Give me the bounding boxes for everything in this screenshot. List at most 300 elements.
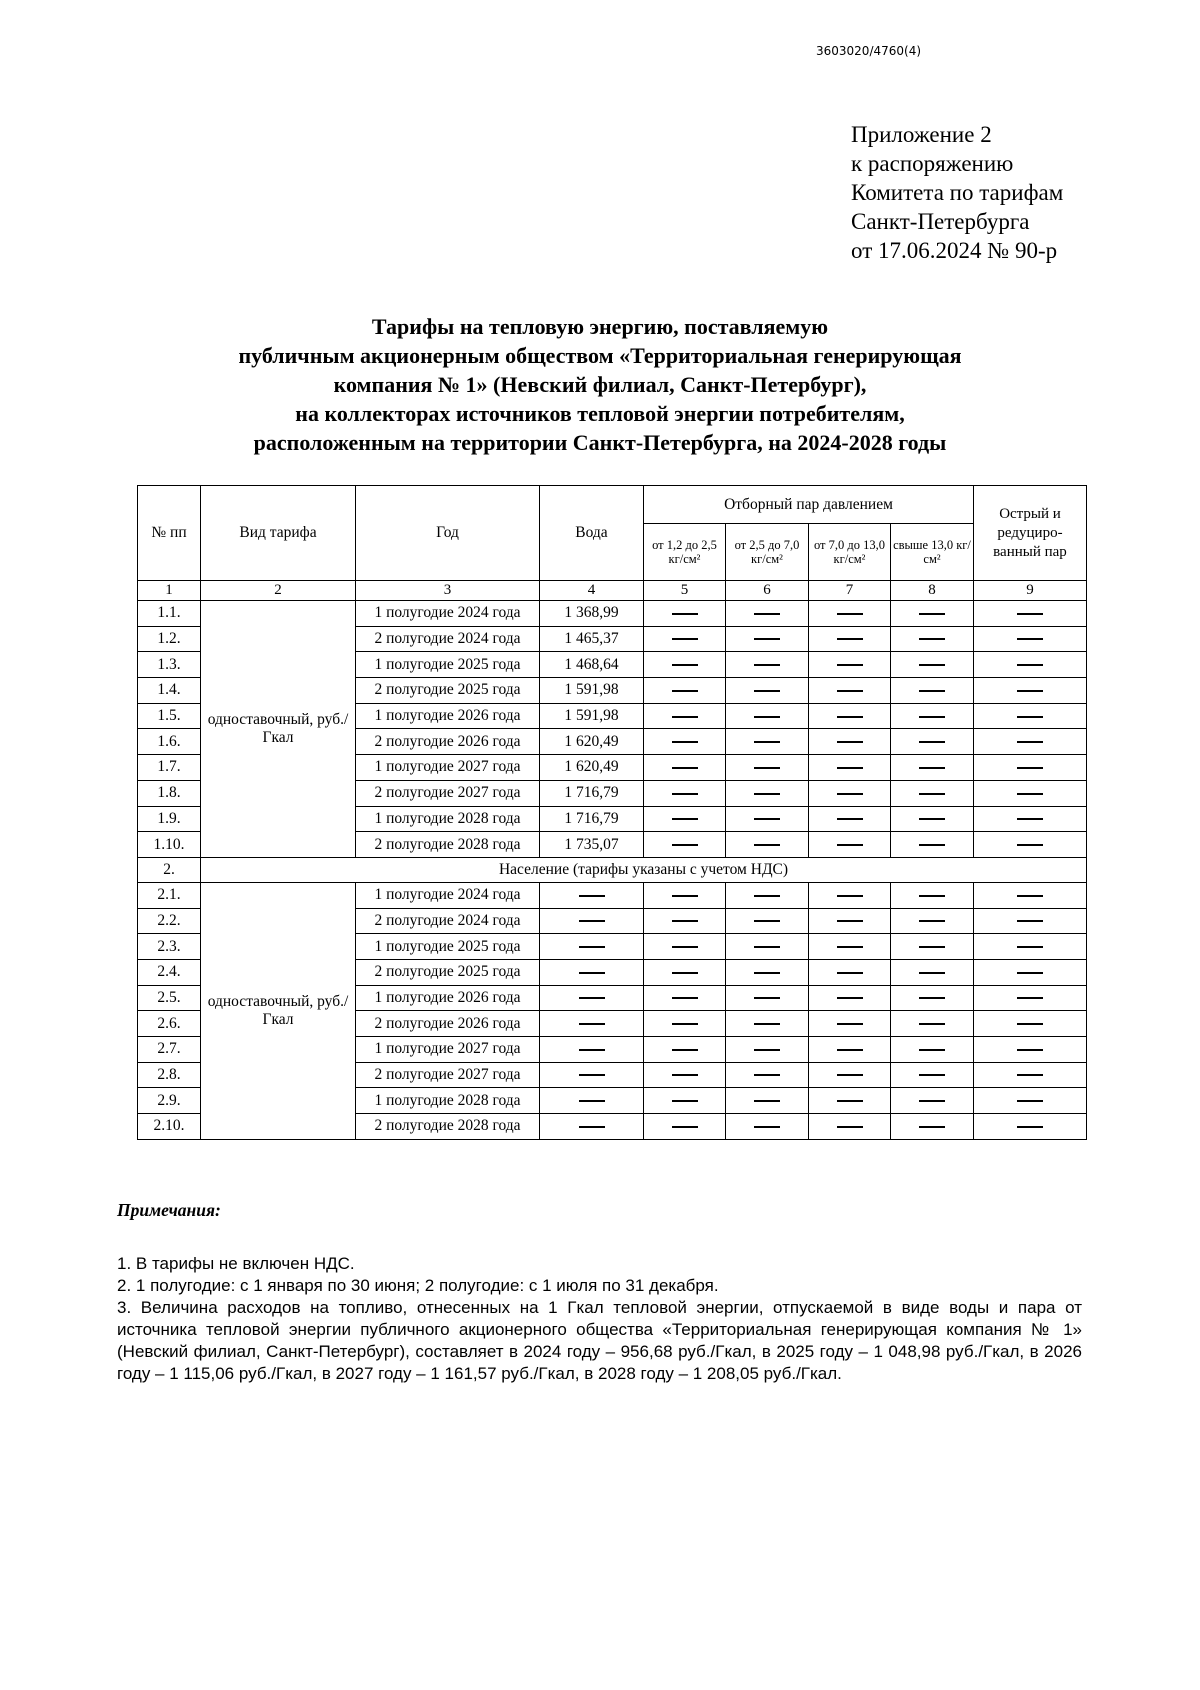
dash-cell bbox=[974, 985, 1087, 1011]
dash-cell bbox=[974, 882, 1087, 908]
dash-cell bbox=[726, 626, 809, 652]
note-item: 1. В тарифы не включен НДС. bbox=[117, 1254, 355, 1273]
dash-mark bbox=[1017, 716, 1043, 718]
dash-mark bbox=[919, 767, 945, 769]
dash-cell bbox=[974, 678, 1087, 704]
dash-cell bbox=[809, 729, 891, 755]
dash-cell bbox=[891, 985, 974, 1011]
dash-cell bbox=[726, 1062, 809, 1088]
dash-mark bbox=[919, 664, 945, 666]
dash-mark bbox=[754, 818, 780, 820]
row-period: 2 полугодие 2027 года bbox=[356, 1062, 540, 1088]
dash-mark bbox=[672, 1126, 698, 1128]
dash-cell bbox=[974, 1088, 1087, 1114]
table-row bbox=[138, 882, 1087, 908]
dash-mark bbox=[1017, 741, 1043, 743]
dash-cell bbox=[644, 601, 726, 627]
dash-cell bbox=[891, 1114, 974, 1140]
dash-mark bbox=[672, 1074, 698, 1076]
dash-cell bbox=[726, 678, 809, 704]
dash-cell bbox=[644, 780, 726, 806]
dash-cell bbox=[891, 1037, 974, 1063]
dash-mark bbox=[672, 767, 698, 769]
row-number: 1.7. bbox=[138, 755, 201, 781]
dash-mark bbox=[672, 1100, 698, 1102]
dash-mark bbox=[837, 793, 863, 795]
row-number: 2.7. bbox=[138, 1037, 201, 1063]
row-period: 1 полугодие 2026 года bbox=[356, 703, 540, 729]
column-number: 6 bbox=[726, 581, 809, 601]
dash-cell bbox=[726, 934, 809, 960]
dash-cell bbox=[726, 652, 809, 678]
dash-cell bbox=[540, 1037, 644, 1063]
dash-cell bbox=[974, 601, 1087, 627]
dash-mark bbox=[837, 638, 863, 640]
dash-cell bbox=[644, 882, 726, 908]
section-label: Население (тарифы указаны с учетом НДС) bbox=[201, 857, 1087, 882]
dash-cell bbox=[726, 703, 809, 729]
title-line: публичным акционерным обществом «Территориальная генерирующая bbox=[238, 343, 962, 368]
dash-cell bbox=[891, 806, 974, 832]
dash-mark bbox=[837, 716, 863, 718]
note-item: 3. Величина расходов на топливо, отнесенных на 1 Гкал тепловой энергии, отпускаемой в виде воды и пара от источника тепловой энергии публичного акционерного общества «Территориальная генерирующая компания № 1» (Невский филиал, Санкт-Петербург), составляет в 2024 году – 956,68 руб./Гкал, в 2025 году – 1 048,98 руб./Гкал, в 2026 году – 1 115,06 руб./Гкал, в 2027 году – 1 161,57 руб./Гкал, в 2028 году – 1 208,05 руб./Гкал. bbox=[117, 1298, 1082, 1383]
dash-mark bbox=[754, 690, 780, 692]
dash-cell bbox=[809, 1114, 891, 1140]
column-number: 1 bbox=[138, 581, 201, 601]
dash-mark bbox=[579, 972, 605, 974]
dash-mark bbox=[919, 972, 945, 974]
dash-cell bbox=[644, 1062, 726, 1088]
dash-mark bbox=[837, 664, 863, 666]
row-number: 2.9. bbox=[138, 1088, 201, 1114]
row-number: 1.1. bbox=[138, 601, 201, 627]
dash-mark bbox=[919, 946, 945, 948]
row-period: 2 полугодие 2028 года bbox=[356, 832, 540, 858]
dash-mark bbox=[1017, 613, 1043, 615]
dash-mark bbox=[837, 613, 863, 615]
water-value: 1 368,99 bbox=[540, 601, 644, 627]
dash-cell bbox=[540, 959, 644, 985]
dash-mark bbox=[1017, 946, 1043, 948]
dash-cell bbox=[809, 626, 891, 652]
water-value: 1 465,37 bbox=[540, 626, 644, 652]
water-value: 1 468,64 bbox=[540, 652, 644, 678]
dash-cell bbox=[726, 806, 809, 832]
dash-cell bbox=[891, 729, 974, 755]
row-period: 2 полугодие 2024 года bbox=[356, 908, 540, 934]
section-number: 2. bbox=[138, 857, 201, 882]
dash-mark bbox=[919, 613, 945, 615]
water-value: 1 591,98 bbox=[540, 678, 644, 704]
dash-cell bbox=[809, 985, 891, 1011]
row-number: 1.5. bbox=[138, 703, 201, 729]
dash-cell bbox=[974, 1037, 1087, 1063]
dash-cell bbox=[644, 959, 726, 985]
dash-mark bbox=[919, 1049, 945, 1051]
title-line: Тарифы на тепловую энергию, поставляемую bbox=[371, 314, 829, 339]
table-row bbox=[138, 601, 1087, 627]
row-period: 2 полугодие 2025 года bbox=[356, 959, 540, 985]
dash-mark bbox=[1017, 818, 1043, 820]
dash-mark bbox=[754, 793, 780, 795]
header-tariff-type: Вид тарифа bbox=[201, 486, 356, 581]
dash-cell bbox=[891, 882, 974, 908]
header-row bbox=[138, 486, 1087, 524]
dash-cell bbox=[891, 601, 974, 627]
dash-mark bbox=[1017, 1023, 1043, 1025]
row-number: 2.2. bbox=[138, 908, 201, 934]
dash-cell bbox=[974, 959, 1087, 985]
column-number: 8 bbox=[891, 581, 974, 601]
appendix-line: к распоряжению bbox=[851, 151, 1014, 176]
column-number: 3 bbox=[356, 581, 540, 601]
header-pressure-2: от 2,5 до 7,0 кг/см² bbox=[726, 524, 809, 581]
dash-cell bbox=[644, 908, 726, 934]
header-pressure-1: от 1,2 до 2,5 кг/см² bbox=[644, 524, 726, 581]
row-period: 1 полугодие 2024 года bbox=[356, 601, 540, 627]
dash-cell bbox=[644, 652, 726, 678]
appendix-line: Санкт-Петербурга bbox=[851, 209, 1030, 234]
row-period: 1 полугодие 2027 года bbox=[356, 755, 540, 781]
dash-cell bbox=[644, 1088, 726, 1114]
dash-cell bbox=[974, 652, 1087, 678]
dash-cell bbox=[644, 934, 726, 960]
dash-cell bbox=[726, 729, 809, 755]
dash-mark bbox=[837, 1023, 863, 1025]
dash-cell bbox=[974, 780, 1087, 806]
dash-cell bbox=[809, 959, 891, 985]
row-period: 2 полугодие 2026 года bbox=[356, 729, 540, 755]
dash-cell bbox=[540, 934, 644, 960]
header-sharp-steam: Острый и редуциро-ванный пар bbox=[974, 486, 1087, 581]
row-number: 2.1. bbox=[138, 882, 201, 908]
dash-cell bbox=[809, 1062, 891, 1088]
dash-mark bbox=[919, 818, 945, 820]
dash-cell bbox=[974, 832, 1087, 858]
row-number: 1.10. bbox=[138, 832, 201, 858]
dash-cell bbox=[891, 959, 974, 985]
dash-mark bbox=[672, 741, 698, 743]
dash-cell bbox=[891, 755, 974, 781]
dash-cell bbox=[891, 626, 974, 652]
dash-mark bbox=[672, 920, 698, 922]
dash-mark bbox=[1017, 664, 1043, 666]
dash-cell bbox=[974, 755, 1087, 781]
row-number: 2.5. bbox=[138, 985, 201, 1011]
dash-cell bbox=[726, 882, 809, 908]
title-line: на коллекторах источников тепловой энергии потребителям, bbox=[295, 401, 905, 426]
dash-mark bbox=[579, 1049, 605, 1051]
dash-mark bbox=[579, 1100, 605, 1102]
row-period: 1 полугодие 2028 года bbox=[356, 806, 540, 832]
dash-mark bbox=[837, 946, 863, 948]
dash-cell bbox=[974, 908, 1087, 934]
dash-cell bbox=[540, 1062, 644, 1088]
dash-cell bbox=[726, 908, 809, 934]
dash-mark bbox=[754, 920, 780, 922]
dash-mark bbox=[1017, 767, 1043, 769]
water-value: 1 735,07 bbox=[540, 832, 644, 858]
dash-cell bbox=[644, 1011, 726, 1037]
dash-mark bbox=[837, 741, 863, 743]
dash-mark bbox=[1017, 1126, 1043, 1128]
dash-mark bbox=[754, 638, 780, 640]
dash-cell bbox=[891, 780, 974, 806]
row-period: 1 полугодие 2025 года bbox=[356, 934, 540, 960]
column-number-row bbox=[138, 581, 1087, 601]
dash-cell bbox=[974, 729, 1087, 755]
document-title bbox=[100, 312, 1100, 457]
dash-mark bbox=[1017, 972, 1043, 974]
dash-mark bbox=[1017, 690, 1043, 692]
dash-mark bbox=[754, 1126, 780, 1128]
dash-cell bbox=[809, 652, 891, 678]
row-number: 2.4. bbox=[138, 959, 201, 985]
dash-mark bbox=[754, 767, 780, 769]
dash-cell bbox=[809, 806, 891, 832]
water-value: 1 591,98 bbox=[540, 703, 644, 729]
dash-cell bbox=[726, 985, 809, 1011]
dash-mark bbox=[579, 1126, 605, 1128]
dash-cell bbox=[891, 832, 974, 858]
row-number: 2.8. bbox=[138, 1062, 201, 1088]
dash-cell bbox=[726, 601, 809, 627]
dash-mark bbox=[754, 1049, 780, 1051]
dash-cell bbox=[809, 1037, 891, 1063]
dash-cell bbox=[726, 832, 809, 858]
dash-mark bbox=[754, 1100, 780, 1102]
dash-cell bbox=[540, 985, 644, 1011]
dash-mark bbox=[754, 844, 780, 846]
column-number: 9 bbox=[974, 581, 1087, 601]
dash-cell bbox=[891, 1011, 974, 1037]
dash-mark bbox=[919, 997, 945, 999]
dash-mark bbox=[1017, 1049, 1043, 1051]
water-value: 1 716,79 bbox=[540, 780, 644, 806]
dash-mark bbox=[672, 716, 698, 718]
dash-cell bbox=[644, 755, 726, 781]
dash-mark bbox=[672, 638, 698, 640]
dash-cell bbox=[644, 703, 726, 729]
dash-mark bbox=[579, 1023, 605, 1025]
notes-title: Примечания: bbox=[117, 1200, 221, 1220]
column-number: 4 bbox=[540, 581, 644, 601]
dash-mark bbox=[754, 664, 780, 666]
dash-mark bbox=[837, 1100, 863, 1102]
dash-mark bbox=[579, 895, 605, 897]
dash-cell bbox=[726, 959, 809, 985]
appendix-header bbox=[851, 120, 1063, 265]
dash-cell bbox=[891, 1062, 974, 1088]
dash-mark bbox=[919, 690, 945, 692]
dash-mark bbox=[837, 1074, 863, 1076]
dash-mark bbox=[579, 920, 605, 922]
dash-cell bbox=[644, 1037, 726, 1063]
note-item: 2. 1 полугодие: с 1 января по 30 июня; 2 полугодие: с 1 июля по 31 декабря. bbox=[117, 1276, 719, 1295]
dash-cell bbox=[809, 755, 891, 781]
row-period: 1 полугодие 2026 года bbox=[356, 985, 540, 1011]
header-water: Вода bbox=[540, 486, 644, 581]
dash-cell bbox=[644, 1114, 726, 1140]
dash-mark bbox=[919, 895, 945, 897]
dash-mark bbox=[837, 767, 863, 769]
dash-cell bbox=[974, 626, 1087, 652]
row-period: 2 полугодие 2027 года bbox=[356, 780, 540, 806]
dash-cell bbox=[540, 908, 644, 934]
dash-mark bbox=[672, 1023, 698, 1025]
header-pressure-3: от 7,0 до 13,0 кг/см² bbox=[809, 524, 891, 581]
dash-mark bbox=[919, 844, 945, 846]
dash-mark bbox=[837, 997, 863, 999]
dash-mark bbox=[754, 613, 780, 615]
dash-mark bbox=[672, 690, 698, 692]
dash-mark bbox=[672, 613, 698, 615]
dash-cell bbox=[726, 1037, 809, 1063]
header-year: Год bbox=[356, 486, 540, 581]
dash-mark bbox=[579, 946, 605, 948]
dash-mark bbox=[672, 844, 698, 846]
row-number: 1.4. bbox=[138, 678, 201, 704]
header-no: № пп bbox=[138, 486, 201, 581]
dash-cell bbox=[644, 729, 726, 755]
appendix-line: Приложение 2 bbox=[851, 122, 992, 147]
dash-cell bbox=[974, 1011, 1087, 1037]
dash-mark bbox=[919, 1100, 945, 1102]
dash-mark bbox=[754, 1074, 780, 1076]
dash-mark bbox=[1017, 895, 1043, 897]
column-number: 5 bbox=[644, 581, 726, 601]
dash-cell bbox=[809, 908, 891, 934]
dash-cell bbox=[891, 908, 974, 934]
dash-cell bbox=[974, 934, 1087, 960]
title-line: расположенным на территории Санкт-Петербурга, на 2024-2028 годы bbox=[253, 430, 947, 455]
row-period: 2 полугодие 2025 года bbox=[356, 678, 540, 704]
header-pressure-4: свыше 13,0 кг/см² bbox=[891, 524, 974, 581]
dash-cell bbox=[726, 755, 809, 781]
dash-mark bbox=[837, 895, 863, 897]
dash-cell bbox=[540, 882, 644, 908]
dash-mark bbox=[1017, 844, 1043, 846]
dash-mark bbox=[754, 716, 780, 718]
water-value: 1 620,49 bbox=[540, 729, 644, 755]
dash-cell bbox=[540, 1088, 644, 1114]
dash-cell bbox=[644, 678, 726, 704]
dash-mark bbox=[754, 946, 780, 948]
dash-mark bbox=[919, 1074, 945, 1076]
row-number: 1.2. bbox=[138, 626, 201, 652]
dash-cell bbox=[726, 1011, 809, 1037]
dash-mark bbox=[919, 1023, 945, 1025]
dash-mark bbox=[837, 1049, 863, 1051]
dash-mark bbox=[672, 664, 698, 666]
dash-mark bbox=[1017, 1074, 1043, 1076]
dash-cell bbox=[726, 1088, 809, 1114]
row-period: 1 полугодие 2024 года bbox=[356, 882, 540, 908]
dash-cell bbox=[644, 832, 726, 858]
dash-mark bbox=[672, 1049, 698, 1051]
dash-mark bbox=[1017, 997, 1043, 999]
row-period: 1 полугодие 2025 года bbox=[356, 652, 540, 678]
row-number: 1.9. bbox=[138, 806, 201, 832]
dash-mark bbox=[1017, 920, 1043, 922]
dash-cell bbox=[726, 1114, 809, 1140]
dash-cell bbox=[974, 806, 1087, 832]
header-steam-group: Отборный пар давлением bbox=[644, 486, 974, 524]
notes-section bbox=[117, 1200, 1082, 1385]
dash-cell bbox=[809, 678, 891, 704]
dash-mark bbox=[754, 1023, 780, 1025]
appendix-line: Комитета по тарифам bbox=[851, 180, 1064, 205]
row-number: 2.10. bbox=[138, 1114, 201, 1140]
dash-mark bbox=[579, 997, 605, 999]
dash-mark bbox=[837, 818, 863, 820]
row-number: 2.3. bbox=[138, 934, 201, 960]
dash-mark bbox=[919, 793, 945, 795]
dash-mark bbox=[754, 895, 780, 897]
dash-cell bbox=[974, 1062, 1087, 1088]
dash-mark bbox=[754, 972, 780, 974]
dash-mark bbox=[1017, 638, 1043, 640]
tariff-type: одноставочный, руб./Гкал bbox=[201, 601, 356, 858]
dash-mark bbox=[1017, 1100, 1043, 1102]
row-number: 1.3. bbox=[138, 652, 201, 678]
dash-mark bbox=[919, 716, 945, 718]
row-period: 2 полугодие 2026 года bbox=[356, 1011, 540, 1037]
title-line: компания № 1» (Невский филиал, Санкт-Петербург), bbox=[333, 372, 867, 397]
dash-cell bbox=[809, 934, 891, 960]
dash-cell bbox=[809, 1011, 891, 1037]
dash-mark bbox=[837, 920, 863, 922]
dash-mark bbox=[672, 946, 698, 948]
dash-mark bbox=[837, 844, 863, 846]
dash-mark bbox=[672, 972, 698, 974]
dash-mark bbox=[837, 1126, 863, 1128]
dash-cell bbox=[809, 1088, 891, 1114]
row-period: 2 полугодие 2024 года bbox=[356, 626, 540, 652]
dash-mark bbox=[754, 741, 780, 743]
dash-cell bbox=[891, 703, 974, 729]
dash-mark bbox=[919, 741, 945, 743]
dash-cell bbox=[891, 652, 974, 678]
dash-cell bbox=[891, 678, 974, 704]
column-number: 2 bbox=[201, 581, 356, 601]
dash-cell bbox=[974, 1114, 1087, 1140]
row-number: 2.6. bbox=[138, 1011, 201, 1037]
tariff-table bbox=[137, 485, 1087, 1140]
dash-cell bbox=[809, 703, 891, 729]
dash-mark bbox=[754, 997, 780, 999]
dash-mark bbox=[919, 920, 945, 922]
row-period: 1 полугодие 2028 года bbox=[356, 1088, 540, 1114]
dash-mark bbox=[672, 895, 698, 897]
dash-mark bbox=[919, 1126, 945, 1128]
dash-cell bbox=[644, 626, 726, 652]
row-number: 1.6. bbox=[138, 729, 201, 755]
dash-mark bbox=[579, 1074, 605, 1076]
dash-cell bbox=[726, 780, 809, 806]
dash-cell bbox=[644, 806, 726, 832]
dash-mark bbox=[837, 690, 863, 692]
column-number: 7 bbox=[809, 581, 891, 601]
dash-cell bbox=[540, 1114, 644, 1140]
dash-cell bbox=[540, 1011, 644, 1037]
dash-cell bbox=[644, 985, 726, 1011]
dash-cell bbox=[809, 601, 891, 627]
water-value: 1 716,79 bbox=[540, 806, 644, 832]
row-period: 2 полугодие 2028 года bbox=[356, 1114, 540, 1140]
dash-cell bbox=[891, 934, 974, 960]
dash-mark bbox=[672, 997, 698, 999]
